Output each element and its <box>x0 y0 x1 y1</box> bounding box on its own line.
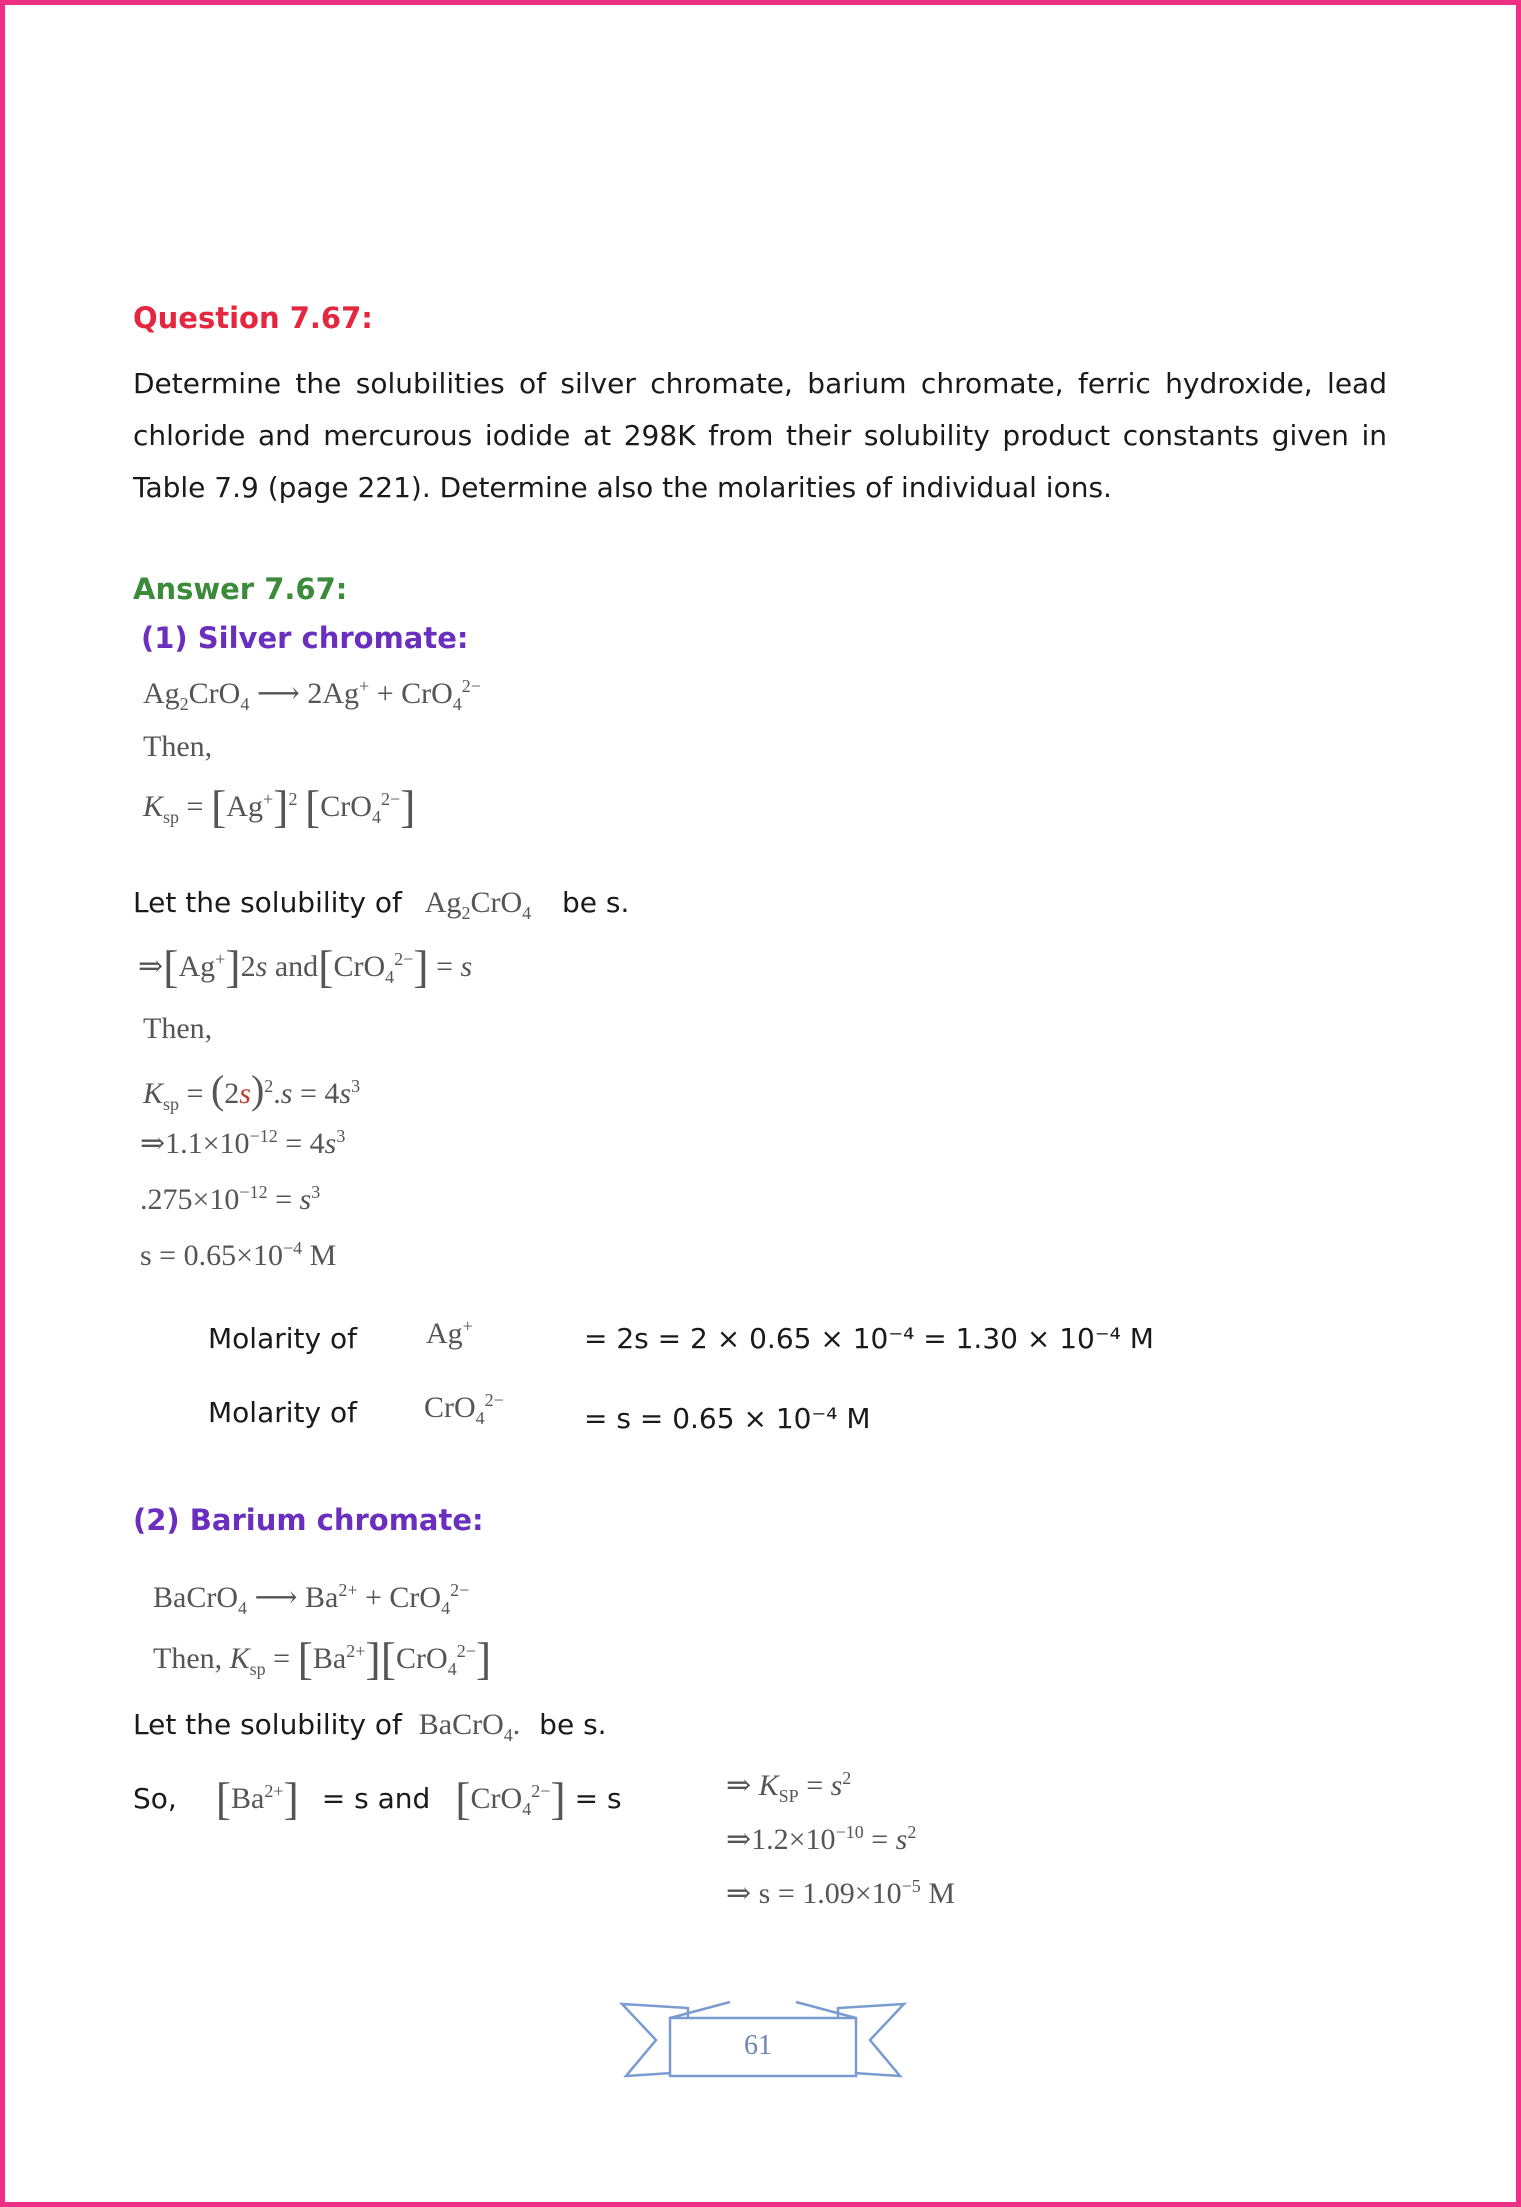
answer-heading: Answer 7.67: <box>133 572 348 606</box>
formula-bacro4: BaCrO$_4$. <box>418 1708 521 1745</box>
ksp-value-eq: $\Rightarrow 1.1\times 10^{-12} = 4s^3$ <box>140 1126 346 1160</box>
ion-cro4: CrO$_4^{2-}$ <box>424 1390 504 1428</box>
s-value-bacro4: ⇒ $s = 1.09\times 10^{-5}$ M <box>726 1876 955 1910</box>
let-solubility-label-2: Let the solubility of <box>133 1708 402 1741</box>
molarity-ag-label: Molarity of <box>208 1322 357 1355</box>
ksp-value-number-2: 1.2×10 <box>751 1823 836 1856</box>
barium-chromate-heading: (2) Barium chromate: <box>133 1503 484 1537</box>
so-label: So, <box>133 1782 177 1815</box>
ksp-equals-s-squared: ⇒ $K_{SP} = s^2$ <box>726 1768 852 1806</box>
silver-chromate-heading: (1) Silver chromate: <box>141 621 469 655</box>
ksp-expression-ag2cro4: $K_{sp} = [Ag^+]^2$ [CrO$_4^{2-}$] <box>143 781 416 832</box>
s-value-eq <box>140 1238 336 1273</box>
ksp-value-exponent: −12 <box>249 1126 278 1146</box>
ratio-exponent: −12 <box>239 1182 268 1202</box>
let-solubility-text-2 <box>133 1708 607 1746</box>
molarity-cro4-label: Molarity of <box>208 1396 357 1429</box>
molarity-cro4-value: = s = 0.65 × 10⁻⁴ M <box>584 1402 871 1435</box>
s-value-number: s = 0.65×10 <box>140 1239 284 1272</box>
ba-concentration: $[Ba^{2+}]$ <box>215 1773 299 1824</box>
and-label: and <box>274 950 319 983</box>
question-text: Determine the solubilities of silver chromate, barium chromate, ferric hydroxide, lead chloride and mercurous iodide at 298K from their solubility product constants given in Table 7.9 (page 221). Determine also the molarities of individual ions. <box>133 367 1387 504</box>
so-line <box>133 1772 622 1825</box>
dissociation-equation-ag2cro4: $Ag_2CrO_4$ ⟶ 2Ag+ + CrO$_4^{2-}$ <box>143 676 481 714</box>
s-and-label: = s and <box>321 1782 431 1815</box>
s-value-unit-2: M <box>928 1877 955 1910</box>
formula-ag2cro4: $Ag_2CrO_4$ <box>424 886 532 923</box>
s-cubed-eq: $.275\times 10^{-12} = s^3$ <box>140 1182 321 1216</box>
s-value-unit: M <box>309 1239 337 1272</box>
ratio-number: .275×10 <box>140 1183 240 1216</box>
let-solubility-label: Let the solubility of <box>133 886 402 919</box>
be-s-label-2: be s. <box>539 1708 607 1741</box>
ksp-value-number: 1.1×10 <box>165 1127 250 1160</box>
ksp-value-exponent-2: −10 <box>835 1822 864 1842</box>
s-value-exponent: −4 <box>283 1238 303 1258</box>
ksp-in-terms-of-s: $K_{sp} = (2s)^2.s = 4s^3$ <box>143 1067 361 1114</box>
ksp-expression-bacro4: Then, $K_{sp} = [Ba^{2+}][CrO_4^{2-}]$ <box>153 1633 492 1684</box>
dissociation-equation-bacro4: BaCrO$_4$ ⟶ $Ba^{2+} + CrO_4^{2-}$ <box>153 1580 470 1618</box>
ion-concentrations-eq: ⇒[Ag+]2s and[CrO$_4^{2-}$] = s <box>138 941 473 992</box>
page-number: 61 <box>744 2030 772 2061</box>
then-ksp-label: Then, <box>153 1642 223 1675</box>
s-value-exponent-2: −5 <box>901 1876 921 1896</box>
s-value-number-2: s = 1.09×10 <box>758 1877 902 1910</box>
ksp-value-bacro4: $\Rightarrow 1.2\times 10^{-10} = s^2$ <box>726 1822 917 1856</box>
cro4-concentration: [CrO$_4^{2-}$] <box>455 1773 566 1824</box>
ion-ag-plus: Ag+ <box>426 1316 473 1350</box>
molarity-ag-value: = 2s = 2 × 0.65 × 10⁻⁴ = 1.30 × 10⁻⁴ M <box>584 1322 1154 1355</box>
be-s-label: be s. <box>562 886 630 919</box>
let-solubility-text <box>133 886 629 924</box>
then-label-2: Then, <box>143 1012 213 1045</box>
then-label: Then, <box>143 730 213 763</box>
question-heading: Question 7.67: <box>133 301 373 335</box>
eq-s-label: = s <box>574 1782 622 1815</box>
